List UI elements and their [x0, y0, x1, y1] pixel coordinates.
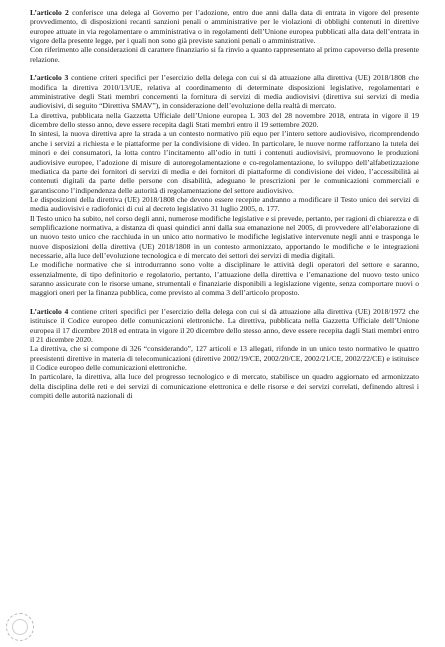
article-3-transposition: Le disposizioni della direttiva (UE) 2018/1808 che devono essere recepite andranno a modificare il Testo unico dei servizi di media audiovisivi e radiofonici di cui al decreto legislativo 31 luglio 2005, n. 177. — [30, 194, 419, 214]
article-3-financial-note: Le modifiche normative che si introdurranno sono volte a disciplinare le attività degli operatori del settore e saranno, essenzialmente, di tipo definitorio e regolatorio, pertanto, l’attuazione della direttiva e l’emanazione del nuovo testo unico saranno assicurate con le risorse umane, strumentali e finanziarie disponibili a legislazione vigente, senza comportare nuovi o maggiori oneri per la finanza pubblica, come previsto al comma 3 dell’articolo proposto. — [30, 260, 419, 298]
article-2-heading: L’articolo 2 — [30, 8, 69, 17]
article-3-paragraph — [30, 73, 419, 110]
article-2-text: conferisce una delega al Governo per l’adozione, entro due anni dalla data di entrata in vigore del presente provvedimento, di disposizioni recanti sanzioni penali o amministrative per le violazioni di obblighi contenuti in direttive europee attuate in via regolamentare o amministrativa o in regolamenti dell’Unione europea pubblicati alla data dell’entrata in vigore della presente legge, per i quali non sono già previste sanzioni penali o amministrative. — [30, 8, 419, 46]
article-2-financial-note: Con riferimento alle considerazioni di carattere finanziario si fa rinvio a quanto rappresentato al primo capoverso della presente relazione. — [30, 45, 419, 64]
paragraph-gap — [30, 64, 419, 73]
article-3-heading: L’articolo 3 — [30, 73, 69, 83]
article-4-scope: In particolare, la direttiva, alla luce del progresso tecnologico e di mercato, stabilisce un quadro aggiornato ed armonizzato della disciplina delle reti e dei servizi di comunicazione elettronica e delle risorse e dei servizi correlati, definendo altresì i compiti delle autorità nazionali di — [30, 372, 419, 401]
article-3-summary: In sintesi, la nuova direttiva apre la strada a un contesto normativo più equo per l’intero settore audiovisivo, ricomprendendo anche i servizi a richiesta e le piattaforme per la condivisione di video. In particolare, le nuove norme rafforzano la tutela dei minori e dei consumatori, la lotta contro l’incitamento all’odio in tutti i contenuti audiovisivi, promuovono le produzioni audiovisive europee, l’adozione di misure di autoregolamentazione e co-regolamentazione, lo sviluppo dell’alfabetizzazione mediatica da parte dei fornitori di servizi di media e dei fornitori di piattaforme di condivisione dei video, l’accessibilità ai contenuti digitali da parte delle persone con disabilità, adeguano le prescrizioni per le comunicazioni commerciali e garantiscono l’indipendenza delle autorità di regolamentazione del settore audiovisivo. — [30, 129, 419, 195]
official-stamp-icon — [6, 613, 34, 641]
article-2-paragraph — [30, 8, 419, 45]
article-3-testo-unico: Il Testo unico ha subito, nel corso degli anni, numerose modifiche legislative e si prevede, pertanto, per ragioni di chiarezza e di semplificazione normativa, a distanza di quasi quindici anni dalla sua emanazione nel 2005, di provvedere all’elaborazione di un nuovo testo unico che racchiuda in un unico atto normativo le modifiche legislative intervenute negli anni e trasponga le nuove disposizioni della direttiva (UE) 2018/1808 in un contesto armonizzato, apportando le modifiche e le integrazioni necessarie, alla luce dell’evoluzione tecnologica e di mercato dei settori dei servizi di media digitali. — [30, 213, 419, 260]
article-4-heading: L’articolo 4 — [30, 307, 69, 316]
paragraph-gap — [30, 298, 419, 307]
article-4-composition: La direttiva, che si compone di 326 “considerando”, 127 articoli e 13 allegati, rifonde in un unico testo normativo le quattro preesistenti direttive in materia di telecomunicazioni (direttive 2002/19/CE, 2002/20/CE, 2002/21/CE, 2002/22/CE) e istituisce il Codice europeo delle comunicazioni elettroniche. — [30, 344, 419, 373]
article-3-publication: La direttiva, pubblicata nella Gazzetta Ufficiale dell’Unione europea L 303 del 28 novembre 2018, entrata in vigore il 19 dicembre dello stesso anno, deve essere recepita dagli Stati membri entro il 19 settembre 2020. — [30, 110, 419, 130]
article-4-text: contiene criteri specifici per l’esercizio della delega con cui si dà attuazione alla direttiva (UE) 2018/1972 che istituisce il Codice europeo delle comunicazioni elettroniche. La direttiva, pubblicata nella Gazzetta Ufficiale dell’Unione europea il 17 dicembre 2018 ed entrata in vigore il 20 dicembre dello stesso anno, deve essere recepita dagli Stati membri entro il 21 dicembre 2020. — [30, 307, 419, 345]
article-4-paragraph — [30, 307, 419, 344]
article-3-text: contiene criteri specifici per l’esercizio della delega con cui si dà attuazione alla direttiva (UE) 2018/1808 che modifica la direttiva 2010/13/UE, relativa al coordinamento di determinate disposizioni legislative, regolamentari e amministrative degli Stati membri concernenti la fornitura di servizi di media audiovisivi (direttiva sui servizi di media audiovisivi, di seguito “Direttiva SMAV”), in considerazione dell’evoluzione della realtà di mercato. — [30, 73, 419, 111]
